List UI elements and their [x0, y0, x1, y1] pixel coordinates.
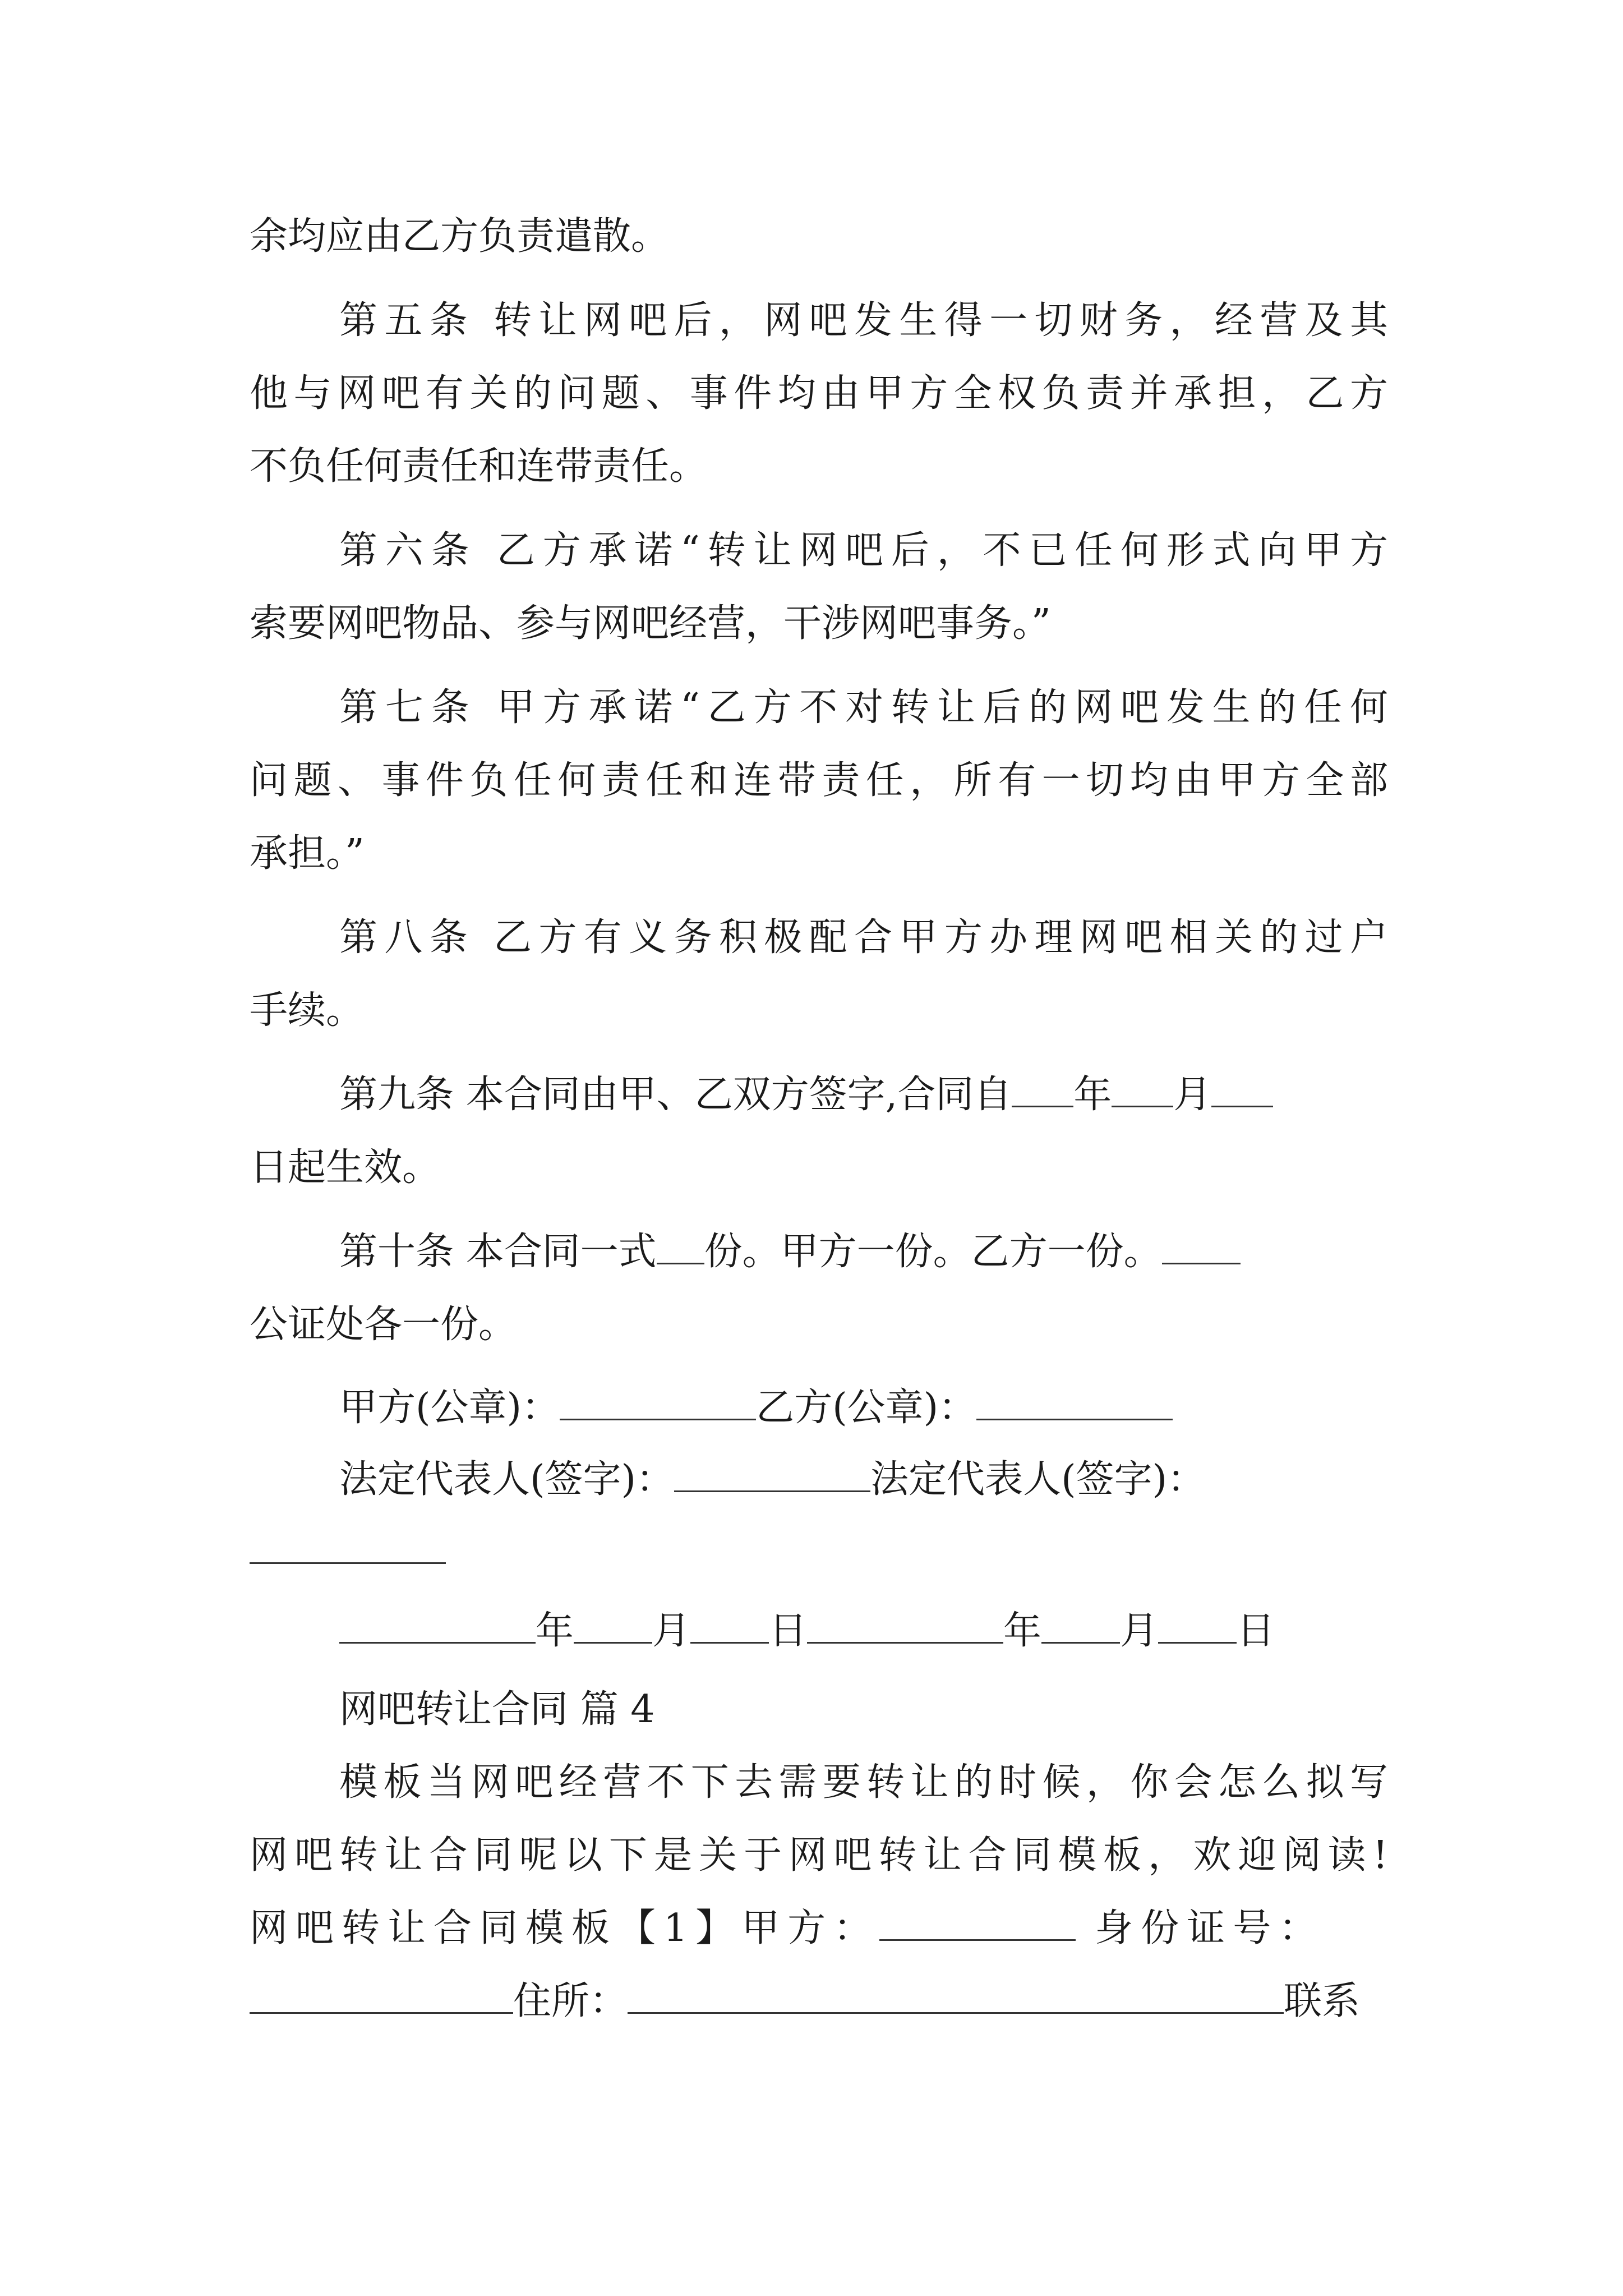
template-party-a-label: 网吧转让合同模板【1】甲方： — [250, 1906, 880, 1950]
article-8-line-2: 手续。 — [250, 988, 365, 1033]
paragraph-line: 余均应由乙方负责遣散。 — [250, 214, 670, 259]
rep-a-label: 法定代表人(签字)： — [339, 1457, 675, 1502]
signature-date-line — [339, 1603, 1388, 1659]
month-label: 月 — [652, 1609, 691, 1653]
blank-field — [807, 1608, 1003, 1644]
blank-field — [690, 1608, 769, 1644]
article-7-line-2: 问题、事件负任何责任和连带责任，所有一切均由甲方全部 — [250, 758, 1388, 803]
blank-field — [674, 1456, 870, 1492]
article-5-line-2: 他与网吧有关的问题、事件均由甲方全权负责并承担，乙方 — [250, 371, 1388, 416]
signature-rep-blank-line — [250, 1524, 1388, 1580]
blank-field — [250, 1978, 513, 2014]
article-5-line-1: 第五条 转让网吧后，网吧发生得一切财务，经营及其 — [339, 298, 1388, 343]
signature-seal-line — [339, 1380, 1388, 1436]
party-b-seal-label: 乙方(公章)： — [756, 1386, 977, 1430]
blank-field — [1211, 1071, 1273, 1107]
month-label: 月 — [1120, 1609, 1159, 1653]
article-9-line-2: 日起生效。 — [250, 1145, 441, 1190]
article-7-line-1: 第七条 甲方承诺“乙方不对转让后的网吧发生的任何 — [339, 685, 1388, 730]
blank-field — [250, 1528, 446, 1564]
contact-label: 联系 — [1284, 1979, 1361, 2023]
day-label: 日 — [1237, 1609, 1275, 1653]
article-8-line-1: 第八条 乙方有义务积极配合甲方办理网吧相关的过户 — [339, 915, 1388, 960]
blank-field — [560, 1384, 756, 1420]
rep-b-label: 法定代表人(签字)： — [870, 1457, 1206, 1502]
article-9-line-1 — [339, 1067, 1388, 1123]
day-label: 日 — [769, 1609, 808, 1653]
blank-field — [628, 1978, 1284, 2014]
article-5-line-3: 不负任何责任和连带责任。 — [250, 444, 708, 489]
blank-field — [1041, 1608, 1120, 1644]
year-label: 年 — [536, 1609, 574, 1653]
article-10-text: 第十条 本合同一式 — [339, 1230, 657, 1274]
section-heading: 网吧转让合同 篇 4 — [339, 1687, 655, 1732]
blank-field — [879, 1905, 1076, 1941]
blank-field — [574, 1608, 652, 1644]
year-label: 年 — [1003, 1609, 1042, 1653]
blank-field — [657, 1228, 704, 1264]
id-number-label: 身份证号： — [1095, 1906, 1325, 1950]
address-label: 住所： — [513, 1979, 628, 2023]
template-line-1 — [250, 1901, 1388, 1957]
blank-field — [1112, 1071, 1173, 1107]
blank-field — [339, 1608, 536, 1644]
article-10-line-1 — [339, 1224, 1388, 1280]
blank-field — [1162, 1228, 1241, 1264]
party-a-seal-label: 甲方(公章)： — [339, 1386, 560, 1430]
year-label: 年 — [1073, 1073, 1112, 1117]
article-9-text: 第九条 本合同由甲、乙双方签字,合同自 — [339, 1073, 1012, 1117]
blank-field — [1158, 1608, 1237, 1644]
month-label: 月 — [1173, 1073, 1212, 1117]
article-10-copies: 份。甲方一份。乙方一份。 — [704, 1230, 1162, 1274]
signature-rep-line — [339, 1452, 1388, 1508]
article-6-line-2: 索要网吧物品、参与网吧经营，干涉网吧事务。” — [250, 601, 1051, 646]
blank-field — [1012, 1071, 1073, 1107]
article-6-line-1: 第六条 乙方承诺“转让网吧后，不已任何形式向甲方 — [339, 528, 1388, 573]
template-line-2 — [250, 1973, 1388, 2030]
blank-field — [976, 1384, 1173, 1420]
article-7-line-3: 承担。” — [250, 831, 365, 876]
article-10-line-2: 公证处各一份。 — [250, 1303, 517, 1347]
intro-line-1: 模板当网吧经营不下去需要转让的时候，你会怎么拟写 — [339, 1760, 1388, 1805]
intro-line-2: 网吧转让合同呢以下是关于网吧转让合同模板，欢迎阅读! — [250, 1833, 1388, 1878]
